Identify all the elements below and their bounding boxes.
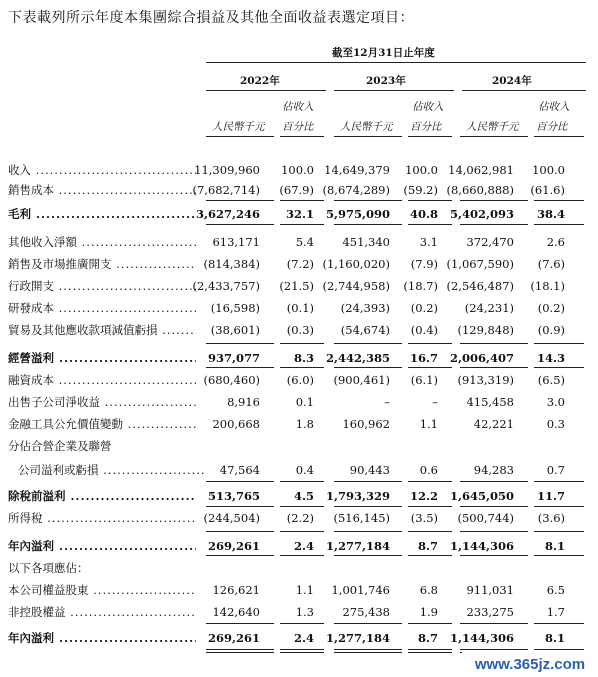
subtotal-rule (534, 623, 584, 624)
cell-2022-amount: 142,640 (212, 605, 260, 619)
year-header-2023: 2023年 (366, 75, 406, 87)
cell-2022-pct: (21.5) (279, 279, 314, 293)
table-row (0, 321, 598, 339)
cell-2022-pct: 2.4 (293, 631, 314, 645)
cell-2023-pct: (0.4) (410, 323, 438, 337)
cell-2024-amount: (500,744) (457, 511, 514, 525)
period-header-rule (206, 62, 586, 63)
total-double-rule (408, 649, 452, 653)
table-row (0, 393, 598, 411)
cell-2024-amount: 42,221 (473, 417, 514, 431)
table-row (0, 299, 598, 317)
row-label: 除稅前溢利 ..... (8, 487, 196, 505)
table-row (0, 437, 598, 455)
subtotal-rule (408, 224, 452, 225)
subtotal-rule (206, 481, 274, 482)
cell-2023-pct: 8.7 (417, 539, 438, 553)
cell-2022-pct: (2.2) (286, 511, 314, 525)
cell-2023-amount: 160,962 (342, 417, 390, 431)
cell-2022-pct: 8.3 (293, 351, 314, 365)
cell-2023-amount: (516,145) (333, 511, 390, 525)
cell-2023-amount: (900,461) (333, 373, 390, 387)
subtotal-rule (206, 343, 274, 344)
subtotal-rule (206, 200, 274, 201)
table-row (0, 277, 598, 295)
cell-2024-pct: 0.3 (546, 417, 565, 431)
table-row (0, 581, 598, 599)
cell-2022-amount: (244,504) (203, 511, 260, 525)
cell-2023-amount: (54,674) (340, 323, 390, 337)
cell-2023-amount: (8,674,289) (322, 183, 390, 197)
row-label: 出售子公司淨收益 ..... (8, 393, 196, 411)
subtotal-rule (334, 367, 402, 368)
subtotal-rule (334, 200, 402, 201)
cell-2022-amount: 937,077 (207, 351, 260, 365)
cell-2022-pct: 4.5 (293, 489, 314, 503)
cell-2023-pct: (0.2) (410, 301, 438, 315)
subtotal-rule (534, 224, 584, 225)
cell-2024-amount: (8,660,888) (446, 183, 514, 197)
subtotal-rule (534, 531, 584, 532)
cell-2022-amount: 513,765 (207, 489, 260, 503)
cell-2023-pct: – (432, 395, 438, 409)
table-row (0, 487, 598, 505)
cell-2024-amount: 5,402,093 (449, 207, 514, 221)
subtotal-rule (334, 623, 402, 624)
row-label: 銷售成本 ..... (8, 181, 196, 199)
table-row (0, 255, 598, 273)
cell-2022-amount: 126,621 (212, 583, 260, 597)
cell-2023-pct: (18.7) (403, 279, 438, 293)
unit-label-2022: 人民幣千元 (212, 121, 265, 133)
row-label: 以下各項應佔： (8, 561, 89, 575)
unit-rule-2023-a (334, 136, 402, 137)
row-label: 經營溢利 ..... (8, 349, 196, 367)
cell-2023-amount: 1,277,184 (325, 631, 390, 645)
subtotal-rule (408, 200, 452, 201)
unit-rule-2024-b (534, 136, 584, 137)
subtotal-rule (280, 343, 324, 344)
cell-2024-pct: (6.5) (537, 373, 565, 387)
row-label: 融資成本 ..... (8, 371, 196, 389)
table-row (0, 181, 598, 199)
subtotal-rule (206, 506, 274, 507)
cell-2024-pct: 14.3 (536, 351, 565, 365)
row-label: 公司溢利或虧損 ..... (18, 461, 206, 479)
table-row (0, 161, 598, 179)
subtotal-rule (534, 506, 584, 507)
cell-2023-amount: (24,393) (340, 301, 390, 315)
cell-2024-pct: 11.7 (536, 489, 565, 503)
cell-2023-amount: 1,277,184 (325, 539, 390, 553)
table-row (0, 371, 598, 389)
pct-label-bottom-2024: 百分比 (536, 121, 568, 133)
cell-2022-amount: (680,460) (203, 373, 260, 387)
unit-rule-2022-b (280, 136, 324, 137)
cell-2024-pct: 6.5 (546, 583, 565, 597)
subtotal-rule (280, 623, 324, 624)
row-label: 毛利 ..... (8, 205, 196, 223)
row-label: 收入 ..... (8, 161, 196, 179)
subtotal-rule (280, 555, 324, 556)
cell-2023-amount: (2,744,958) (322, 279, 390, 293)
row-label: 非控股權益 ..... (8, 603, 196, 621)
cell-2022-pct: (67.9) (279, 183, 314, 197)
table-row (0, 461, 598, 479)
cell-2023-pct: 0.6 (419, 463, 438, 477)
table-row (0, 415, 598, 433)
cell-2024-pct: (3.6) (537, 511, 565, 525)
table-row (0, 349, 598, 367)
cell-2024-pct: 2.6 (546, 235, 565, 249)
pct-label-top-2022: 佔收入 (282, 101, 314, 113)
cell-2024-amount: (913,319) (457, 373, 514, 387)
cell-2022-amount: 200,668 (212, 417, 260, 431)
year-rule-2023 (334, 90, 454, 91)
unit-label-2024: 人民幣千元 (466, 121, 519, 133)
cell-2022-amount: (7,682,714) (192, 183, 260, 197)
pct-label-top-2024: 佔收入 (538, 101, 570, 113)
cell-2024-pct: 38.4 (536, 207, 565, 221)
cell-2022-pct: 100.0 (281, 163, 314, 177)
subtotal-rule (206, 623, 274, 624)
cell-2023-pct: (6.1) (410, 373, 438, 387)
cell-2022-amount: (38,601) (210, 323, 260, 337)
cell-2023-amount: – (384, 395, 390, 409)
subtotal-rule (408, 481, 452, 482)
cell-2023-amount: 1,001,746 (331, 583, 390, 597)
subtotal-rule (280, 224, 324, 225)
cell-2024-amount: 1,645,050 (449, 489, 514, 503)
cell-2024-amount: 1,144,306 (449, 539, 514, 553)
cell-2023-amount: 2,442,385 (325, 351, 390, 365)
cell-2023-amount: 90,443 (349, 463, 390, 477)
row-label: 貿易及其他應收款項減值虧損 ..... (8, 321, 196, 339)
cell-2024-amount: (129,848) (457, 323, 514, 337)
subtotal-rule (534, 200, 584, 201)
row-label: 行政開支 ..... (8, 277, 196, 295)
row-label: 金融工具公允價值變動 ..... (8, 415, 196, 433)
row-label: 銷售及市場推廣開支 ..... (8, 255, 196, 273)
cell-2023-pct: (3.5) (410, 511, 438, 525)
cell-2022-pct: 2.4 (293, 539, 314, 553)
table-row (0, 629, 598, 647)
subtotal-rule (534, 343, 584, 344)
cell-2023-amount: 1,793,329 (325, 489, 390, 503)
total-double-rule (334, 649, 402, 653)
cell-2023-amount: (1,160,020) (322, 257, 390, 271)
cell-2024-pct: (7.6) (537, 257, 565, 271)
subtotal-rule (206, 367, 274, 368)
year-rule-2024 (462, 90, 586, 91)
table-row (0, 233, 598, 251)
cell-2024-amount: 2,006,407 (449, 351, 514, 365)
cell-2024-pct: 8.1 (544, 631, 565, 645)
subtotal-rule (534, 367, 584, 368)
cell-2022-amount: 269,261 (207, 539, 260, 553)
cell-2023-pct: 16.7 (409, 351, 438, 365)
table-row (0, 559, 598, 577)
subtotal-rule (280, 367, 324, 368)
cell-2023-pct: 8.7 (417, 631, 438, 645)
cell-2022-pct: 1.1 (295, 583, 314, 597)
period-header: 截至12月31日止年度 (332, 47, 435, 59)
cell-2023-amount: 275,438 (342, 605, 390, 619)
cell-2023-pct: 12.2 (409, 489, 438, 503)
unit-rule-2023-b (408, 136, 452, 137)
cell-2022-pct: (6.0) (286, 373, 314, 387)
cell-2022-pct: 1.3 (295, 605, 314, 619)
cell-2023-pct: 100.0 (405, 163, 438, 177)
subtotal-rule (460, 367, 528, 368)
subtotal-rule (460, 555, 528, 556)
cell-2022-amount: 11,309,960 (194, 163, 260, 177)
pct-label-top-2023: 佔收入 (412, 101, 444, 113)
year-rule-2022 (206, 90, 326, 91)
pct-label-bottom-2022: 百分比 (282, 121, 314, 133)
row-label: 研發成本 ..... (8, 299, 196, 317)
cell-2023-pct: (59.2) (403, 183, 438, 197)
subtotal-rule (334, 343, 402, 344)
row-label: 年內溢利 ..... (8, 629, 196, 647)
cell-2022-pct: 1.8 (295, 417, 314, 431)
cell-2024-amount: 911,031 (466, 583, 514, 597)
subtotal-rule (334, 555, 402, 556)
cell-2023-pct: 1.1 (419, 417, 438, 431)
watermark: www.365jz.com (462, 652, 598, 677)
cell-2022-pct: 5.4 (295, 235, 314, 249)
subtotal-rule (534, 555, 584, 556)
cell-2022-pct: 0.4 (295, 463, 314, 477)
cell-2022-amount: (16,598) (210, 301, 260, 315)
subtotal-rule (460, 506, 528, 507)
cell-2024-pct: (0.9) (537, 323, 565, 337)
row-label: 所得稅 ..... (8, 509, 196, 527)
table-row (0, 603, 598, 621)
cell-2022-pct: (7.2) (286, 257, 314, 271)
subtotal-rule (408, 623, 452, 624)
subtotal-rule (408, 531, 452, 532)
subtotal-rule (460, 623, 528, 624)
subtotal-rule (334, 531, 402, 532)
cell-2023-amount: 5,975,090 (325, 207, 390, 221)
unit-label-2023: 人民幣千元 (340, 121, 393, 133)
cell-2024-pct: (0.2) (537, 301, 565, 315)
cell-2024-amount: (2,546,487) (446, 279, 514, 293)
cell-2024-amount: (1,067,590) (446, 257, 514, 271)
subtotal-rule (334, 506, 402, 507)
row-label: 年內溢利 ..... (8, 537, 196, 555)
cell-2023-pct: 40.8 (409, 207, 438, 221)
unit-rule-2024-a (460, 136, 528, 137)
subtotal-rule (534, 481, 584, 482)
cell-2024-pct: 100.0 (532, 163, 565, 177)
intro-text: 下表載列所示年度本集團綜合損益及其他全面收益表選定項目： (8, 10, 414, 26)
subtotal-rule (280, 531, 324, 532)
cell-2022-amount: 613,171 (212, 235, 260, 249)
cell-2022-amount: 47,564 (219, 463, 260, 477)
cell-2022-amount: (814,384) (203, 257, 260, 271)
subtotal-rule (280, 481, 324, 482)
subtotal-rule (460, 481, 528, 482)
year-header-2022: 2022年 (240, 75, 280, 87)
row-label: 分佔合營企業及聯營 (8, 439, 112, 453)
table-row (0, 509, 598, 527)
year-header-2024: 2024年 (492, 75, 532, 87)
subtotal-rule (280, 200, 324, 201)
total-double-rule (206, 649, 274, 653)
pct-label-bottom-2023: 百分比 (410, 121, 442, 133)
cell-2024-amount: 1,144,306 (449, 631, 514, 645)
cell-2024-pct: 3.0 (546, 395, 565, 409)
subtotal-rule (460, 343, 528, 344)
cell-2024-pct: 8.1 (544, 539, 565, 553)
cell-2022-amount: 8,916 (227, 395, 260, 409)
row-label: 其他收入淨額 ..... (8, 233, 196, 251)
table-row (0, 205, 598, 223)
total-double-rule (280, 649, 324, 653)
cell-2022-pct: 0.1 (295, 395, 314, 409)
cell-2023-pct: (7.9) (410, 257, 438, 271)
cell-2024-amount: 233,275 (466, 605, 514, 619)
subtotal-rule (280, 506, 324, 507)
cell-2024-pct: (18.1) (530, 279, 565, 293)
cell-2024-pct: (61.6) (530, 183, 565, 197)
subtotal-rule (408, 367, 452, 368)
cell-2024-amount: (24,231) (464, 301, 514, 315)
cell-2024-amount: 94,283 (473, 463, 514, 477)
subtotal-rule (334, 481, 402, 482)
table-row (0, 537, 598, 555)
unit-rule-2022-a (206, 136, 274, 137)
cell-2022-amount: 269,261 (207, 631, 260, 645)
cell-2023-pct: 1.9 (419, 605, 438, 619)
cell-2023-amount: 14,649,379 (324, 163, 390, 177)
subtotal-rule (408, 343, 452, 344)
subtotal-rule (206, 531, 274, 532)
cell-2023-pct: 3.1 (419, 235, 438, 249)
cell-2022-pct: (0.3) (286, 323, 314, 337)
cell-2024-amount: 14,062,981 (448, 163, 514, 177)
subtotal-rule (206, 555, 274, 556)
row-label: 本公司權益股東 ..... (8, 581, 196, 599)
subtotal-rule (408, 555, 452, 556)
subtotal-rule (206, 224, 274, 225)
cell-2022-amount: 3,627,246 (195, 207, 260, 221)
cell-2024-amount: 415,458 (466, 395, 514, 409)
subtotal-rule (460, 200, 528, 201)
cell-2024-pct: 1.7 (546, 605, 565, 619)
cell-2023-pct: 6.8 (419, 583, 438, 597)
subtotal-rule (460, 531, 528, 532)
cell-2022-pct: 32.1 (285, 207, 314, 221)
cell-2022-amount: (2,433,757) (192, 279, 260, 293)
cell-2024-pct: 0.7 (546, 463, 565, 477)
subtotal-rule (460, 224, 528, 225)
cell-2022-pct: (0.1) (286, 301, 314, 315)
subtotal-rule (408, 506, 452, 507)
cell-2023-amount: 451,340 (342, 235, 390, 249)
subtotal-rule (334, 224, 402, 225)
cell-2024-amount: 372,470 (466, 235, 514, 249)
